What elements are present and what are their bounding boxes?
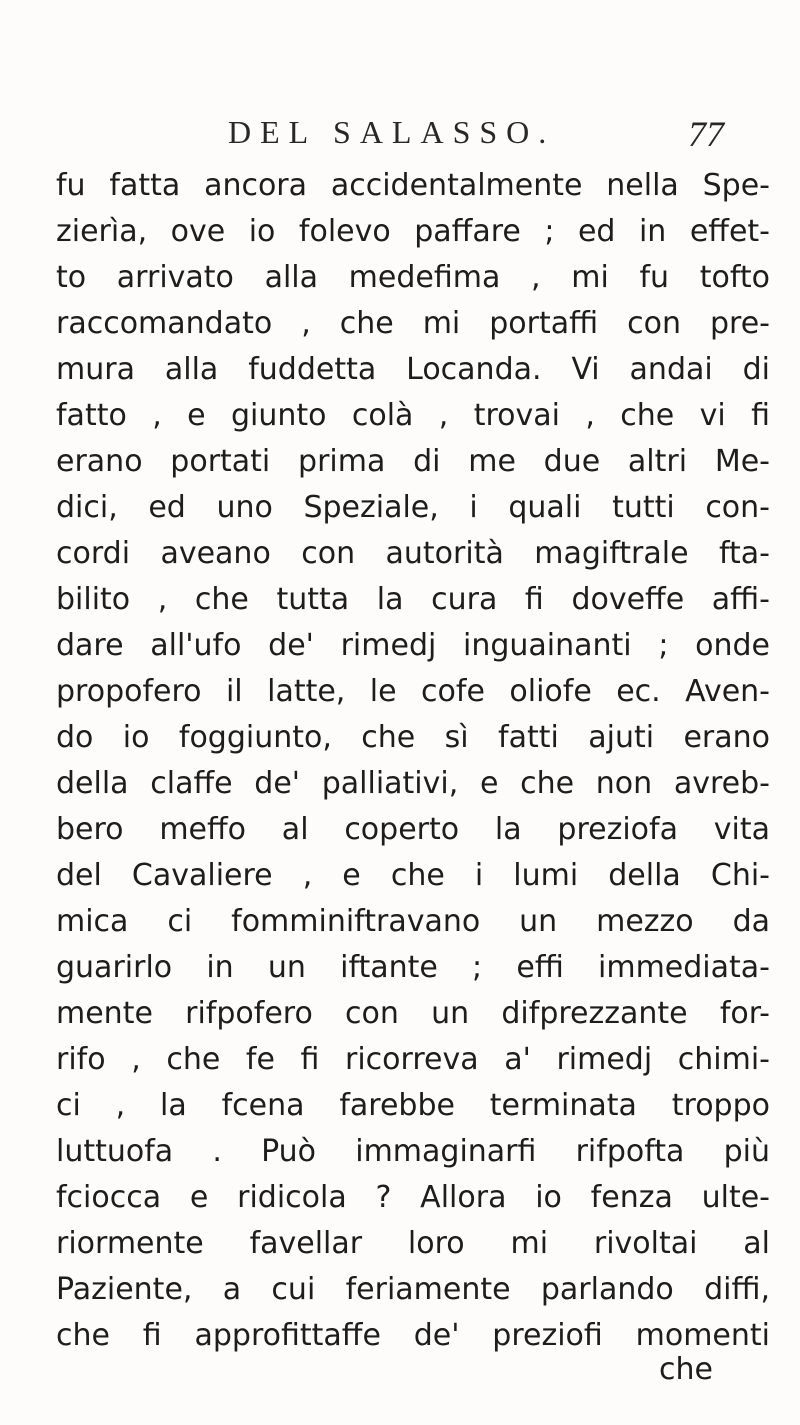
text-line: ci , la fcena farebbe terminata troppo <box>56 1088 770 1123</box>
text-line: do io foggiunto, che sì fatti ajuti erano <box>56 720 770 755</box>
text-line: mente rifpofero con un difprezzante for- <box>56 996 770 1031</box>
text-line: che fi approfittaffe de' preziofi momenti <box>56 1318 770 1353</box>
text-line: fatto , e giunto colà , trovai , che vi fi <box>56 398 770 433</box>
text-line: erano portati prima di me due altri Me- <box>56 444 770 479</box>
text-line: mura alla fuddetta Locanda. Vi andai di <box>56 352 770 387</box>
text-line: bilito , che tutta la cura fi doveffe affi- <box>56 582 770 617</box>
running-head <box>0 112 800 152</box>
text-line: zierìa, ove io folevo paffare ; ed in effet- <box>56 214 770 249</box>
text-line: fu fatta ancora accidentalmente nella Spe- <box>56 168 770 203</box>
text-line: rifo , che fe fi ricorreva a' rimedj chimi- <box>56 1042 770 1077</box>
text-line: fciocca e ridicola ? Allora io fenza ulte- <box>56 1180 770 1215</box>
text-line: to arrivato alla medefima , mi fu tofto <box>56 260 770 295</box>
text-line: dici, ed uno Speziale, i quali tutti con- <box>56 490 770 525</box>
text-line: propofero il latte, le cofe oliofe ec. Aven- <box>56 674 770 709</box>
page-number: 77 <box>688 114 724 154</box>
text-line: mica ci fomminiftravano un mezzo da <box>56 904 770 939</box>
running-title: DEL SALASSO. <box>228 114 556 150</box>
text-line: raccomandato , che mi portaffi con pre- <box>56 306 770 341</box>
text-line: della claffe de' palliativi, e che non avreb- <box>56 766 770 801</box>
text-line: riormente favellar loro mi rivoltai al <box>56 1226 770 1261</box>
text-line: del Cavaliere , e che i lumi della Chi- <box>56 858 770 893</box>
text-line: luttuofa . Può immaginarfi rifpofta più <box>56 1134 770 1169</box>
text-line: cordi aveano con autorità magiftrale fta- <box>56 536 770 571</box>
text-line: guarirlo in un iftante ; effi immediata- <box>56 950 770 985</box>
body-text <box>56 163 770 1359</box>
text-line: dare all'ufo de' rimedj inguainanti ; onde <box>56 628 770 663</box>
text-line: Paziente, a cui feriamente parlando diffi, <box>56 1272 770 1307</box>
text-line: bero meffo al coperto la preziofa vita <box>56 812 770 847</box>
catchword: che <box>659 1352 713 1387</box>
